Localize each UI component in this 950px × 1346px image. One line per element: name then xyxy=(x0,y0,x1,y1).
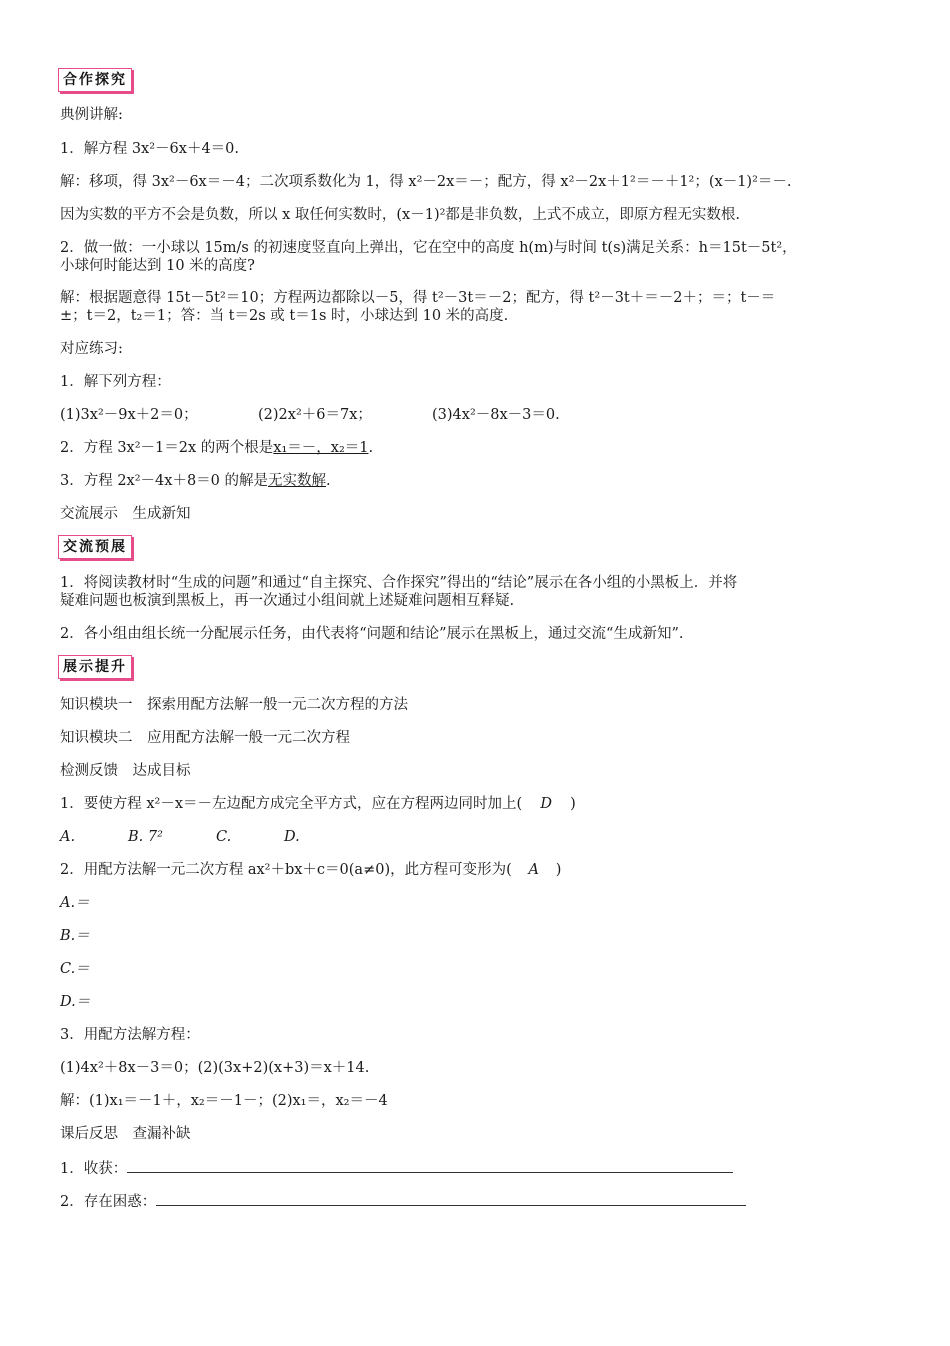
module-2: 知识模块二 应用配方法解一般一元二次方程 xyxy=(60,730,350,746)
test-q1-end: ) xyxy=(570,796,576,812)
exchange-p1-line2: 疑难问题也板演到黑板上，再一次通过小组间就上述疑难问题相互释疑. xyxy=(60,593,515,609)
exchange-p1-line1: 1．将阅读教材时“生成的问题”和通过“自主探究、合作探究”得出的“结论”展示在各小组的小黑板上．并将 xyxy=(60,575,738,591)
test-q2-end: ) xyxy=(555,862,562,878)
module-1: 知识模块一 探索用配方法解一般一元二次方程的方法 xyxy=(60,697,408,713)
example-q2-solution-line1: 解：根据题意得 15t－5t²＝10；方程两边都除以－5，得 t²－3t＝－2；配方，得 t²－3t＋＝－2＋；＝；t－＝ xyxy=(60,290,776,306)
practice-heading: 对应练习: xyxy=(60,341,123,357)
test-q1 xyxy=(60,795,576,813)
practice-q2 xyxy=(60,439,373,457)
test-q3-equations: (1)4x²＋8x－3＝0；(2)(3x+2)(x+3)＝x＋14. xyxy=(60,1060,370,1076)
test-q2-answer: A xyxy=(528,862,539,878)
test-q3: 3．用配方法解方程： xyxy=(60,1027,200,1043)
example-q2-solution-line2: ±；t＝2，t₂＝1；答：当 t＝2s 或 t＝1s 时，小球达到 10 米的高度. xyxy=(60,308,509,324)
reflection-confusion xyxy=(60,1191,746,1211)
example-q2-line2: 小球何时能达到 10 米的高度? xyxy=(60,258,255,274)
test-q2-option-c: C.＝ xyxy=(60,961,90,977)
examples-heading: 典例讲解: xyxy=(60,107,123,123)
reflection-gain-label: 1．收获： xyxy=(60,1161,128,1177)
example-q1-solution-2: 因为实数的平方不会是负数，所以 x 取任何实数时，(x－1)²都是非负数，上式不成立，即原方程无实数根. xyxy=(60,207,741,223)
practice-q2-text: 2．方程 3x²－1＝2x 的两个根是 xyxy=(60,440,274,456)
practice-q2-answer: x₁＝－，x₂＝1 xyxy=(273,440,369,456)
reflection-confusion-label: 2．存在困惑： xyxy=(60,1194,157,1210)
reflection-gain-blank[interactable] xyxy=(127,1158,733,1173)
example-q1: 1．解方程 3x²－6x＋4＝0. xyxy=(60,141,240,157)
exchange-p2: 2．各小组由组长统一分配展示任务，由代表将“问题和结论”展示在黑板上，通过交流“生成新知”. xyxy=(60,626,684,642)
example-q1-solution: 解：移项，得 3x²－6x＝－4；二次项系数化为 1，得 x²－2x＝－；配方，得 x²－2x＋1²＝－＋1²；(x－1)²＝－. xyxy=(60,174,792,190)
test-q1-option-c: C. xyxy=(216,829,232,845)
section-badge-zhanshi: 展示提升 xyxy=(58,655,132,679)
practice-q3-end: . xyxy=(326,473,331,489)
test-q2-option-d: D.＝ xyxy=(60,994,91,1010)
reflection-title: 课后反思 查漏补缺 xyxy=(60,1126,191,1142)
practice-q3 xyxy=(60,472,331,490)
practice-q1-a: (1)3x²－9x＋2＝0； xyxy=(60,407,198,423)
test-q1-text: 1．要使方程 x²－x＝－左边配方成完全平方式，应在方程两边同时加上( xyxy=(60,796,523,812)
practice-q1: 1．解下列方程： xyxy=(60,374,171,390)
practice-q1-b: (2)2x²＋6＝7x； xyxy=(258,407,372,423)
reflection-confusion-blank[interactable] xyxy=(156,1191,746,1206)
practice-q3-answer: 无实数解 xyxy=(268,473,327,489)
practice-q2-end: . xyxy=(368,440,374,456)
test-q2-option-b: B.＝ xyxy=(60,928,90,944)
test-q3-solution: 解：(1)x₁＝－1＋，x₂＝－1－；(2)x₁＝，x₂＝－4 xyxy=(60,1093,388,1109)
reflection-gain xyxy=(60,1158,733,1178)
test-q1-option-a: A. xyxy=(60,829,76,845)
test-q2-text: 2．用配方法解一元二次方程 ax²＋bx＋c＝0(a≠0)，此方程可变形为( xyxy=(60,862,512,878)
example-q2-line1: 2．做一做：一小球以 15m/s 的初速度竖直向上弹出，它在空中的高度 h(m)与时间 t(s)满足关系：h＝15t－5t²， xyxy=(60,240,797,256)
practice-q3-text: 3．方程 2x²－4x＋8＝0 的解是 xyxy=(60,473,269,489)
test-q2 xyxy=(60,861,561,879)
section-badge-hezuo: 合作探究 xyxy=(58,68,132,92)
section-badge-jiaoliu: 交流预展 xyxy=(58,535,132,559)
exchange-title: 交流展示 生成新知 xyxy=(60,506,191,522)
test-q2-option-a: A.＝ xyxy=(60,895,90,911)
test-q1-answer: D xyxy=(540,796,552,812)
test-q1-option-d: D. xyxy=(284,829,300,845)
test-q1-option-b: B. 7² xyxy=(128,829,163,845)
test-title: 检测反馈 达成目标 xyxy=(60,763,191,779)
practice-q1-c: (3)4x²－8x－3＝0. xyxy=(432,407,560,423)
